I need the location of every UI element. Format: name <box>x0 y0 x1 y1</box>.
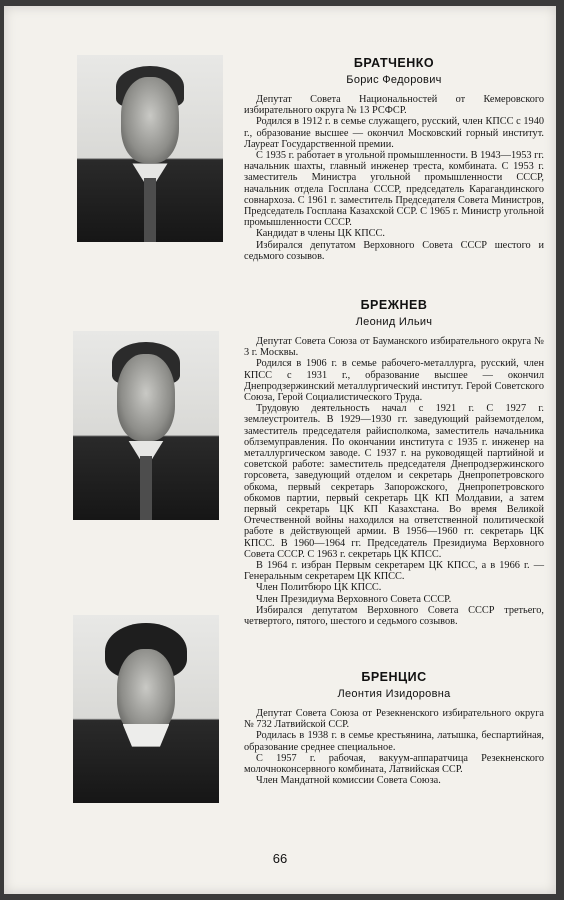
entry-paragraph: Депутат Совета Национальностей от Кемеровского избирательного округа № 13 РСФСР. <box>244 94 544 117</box>
entry-given-name: Борис Федорович <box>346 74 442 86</box>
book-page <box>4 6 556 894</box>
biography-entry <box>244 56 544 262</box>
entry-paragraph: Избирался депутатом Верховного Совета СССР шестого и седьмого созывов. <box>244 239 544 262</box>
entry-given-name: Леонид Ильич <box>355 316 433 328</box>
portrait-photo <box>73 331 219 520</box>
portrait-photo <box>77 55 223 242</box>
page-number: 66 <box>272 851 288 866</box>
portrait-photo <box>73 615 219 803</box>
entry-paragraph: В 1964 г. избран Первым секретарем ЦК КПСС, а в 1966 г. — Генеральным секретарем ЦК КПСС. <box>244 560 544 583</box>
entry-paragraph: Избирался депутатом Верховного Совета СССР третьего, четвертого, пятого, шестого и седьмого созывов. <box>244 604 544 628</box>
entry-surname: БРАТЧЕНКО <box>353 56 435 70</box>
entry-text <box>244 708 544 786</box>
entry-paragraph: Член Президиума Верховного Совета СССР. <box>256 593 452 605</box>
entry-paragraph: Родился в 1912 г. в семье служащего, русский, член КПСС с 1940 г., образование высшее — окончил Московский горный институт. Лауреат Государственной премии. <box>244 116 544 150</box>
entry-text <box>244 94 544 262</box>
entry-given-name: Леонтия Изидоровна <box>337 688 451 700</box>
entry-paragraph: Родилась в 1938 г. в семье крестьянина, латышка, беспартийная, образование среднее специальное. <box>244 730 544 753</box>
entry-paragraph: Кандидат в члены ЦК КПСС. <box>256 228 385 240</box>
entry-paragraph: Родился в 1906 г. в семье рабочего-металлурга, русский, член КПСС с 1931 г., образование высшее — окончил Днепродзержинский металлургический институт. Герой Советского Союза, Герой Социалистического Труда. <box>244 358 544 404</box>
entry-text <box>244 336 544 627</box>
entry-paragraph: Депутат Совета Союза от Бауманского избирательного округа № 3 г. Москвы. <box>244 336 544 359</box>
entry-paragraph: Член Политбюро ЦК КПСС. <box>256 582 382 594</box>
entry-paragraph: Трудовую деятельность начал с 1921 г. С 1927 г. землеустроитель. В 1929—1930 гг. заведующий райземотделом, заместитель председателя райисполкома, заместитель начальника облземуправления. По окончании института с 1935 г. инженер на металлургическом заводе. С 1937 г. на руководящей партийной и советской работе: заместитель председателя Днепродзержинского горсовета, заведующий отделом и секретарь Днепропетровского обкома, первый секретарь Запорожского, Днепропетровского обкомов партии, первый секретарь ЦК КП Молдавии, а затем первый секретарь ЦК КП Казахстана. Во время Великой Отечественной войны находился на ответственной политической работе в действующей армии. В 1956—1960 гг. секретарь ЦК КПСС. В 1960—1964 гг. Председатель Президиума Верховного Совета СССР. С 1963 г. секретарь ЦК КПСС. <box>244 403 544 560</box>
biography-entry <box>244 670 544 786</box>
entry-paragraph: Член Мандатной комиссии Совета Союза. <box>256 775 441 787</box>
entry-paragraph: Депутат Совета Союза от Резекненского избирательного округа № 732 Латвийской ССР. <box>244 708 544 731</box>
entry-surname: БРЕЖНЕВ <box>360 298 428 312</box>
entry-paragraph: С 1957 г. рабочая, вакуум-аппаратчица Резекненского молочноконсервного комбината, Латвийская ССР. <box>244 752 544 776</box>
entry-paragraph: С 1935 г. работает в угольной промышленности. В 1943—1953 гг. начальник шахты, главный инженер треста, комбината. С 1953 г. заместитель Министра угольной промышленности СССР, начальник отдела Госплана СССР, председатель Карагандинского совнархоза. С 1961 г. заместитель Председателя Совета Министров, Председатель Госплана Казахской ССР. С 1965 г. Министр угольной промышленности СССР. <box>244 150 544 229</box>
entry-surname: БРЕНЦИС <box>361 670 427 684</box>
biography-entry <box>244 298 544 627</box>
